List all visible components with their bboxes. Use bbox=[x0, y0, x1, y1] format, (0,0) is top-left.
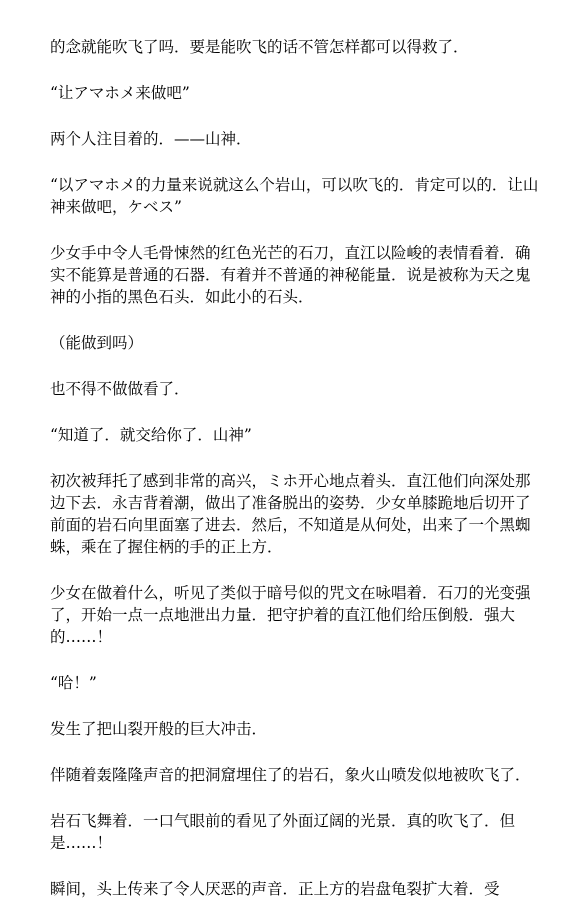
paragraph-2: “让アマホメ来做吧” bbox=[50, 84, 190, 102]
paragraph-14: 岩石飞舞着．一口气眼前的看见了外面辽阔的光景．真的吹飞了．但是……！ bbox=[50, 812, 516, 852]
paragraph-11: “哈！” bbox=[50, 674, 97, 692]
paragraph-1: 的念就能吹飞了吗．要是能吹飞的话不管怎样都可以得救了． bbox=[50, 38, 469, 56]
paragraph-5: 少女手中令人毛骨悚然的红色光芒的石刀，直江以险峻的表情看着．确实不能算是普通的石器．有着并不普通的神秘能量．说是被称为天之鬼神的小指的黑色石头．如此小的石头． bbox=[50, 244, 531, 306]
paragraph-10: 少女在做着什么，听见了类似于暗号似的咒文在咏唱着．石刀的光变强了，开始一点一点地泄出力量．把守护着的直江他们给压倒般．强大的……！ bbox=[50, 584, 531, 646]
paragraph-9: 初次被拜托了感到非常的高兴，ミホ开心地点着头．直江他们向深处那边下去．永吉背着潮，做出了准备脱出的姿势．少女单膝跪地后切开了前面的岩石向里面塞了进去．然后，不知道是从何处，出来了一个黑蜘蛛，乘在了握住柄的手的正上方． bbox=[50, 472, 531, 556]
paragraph-7: 也不得不做做看了． bbox=[50, 380, 190, 398]
paragraph-12: 发生了把山裂开般的巨大冲击． bbox=[50, 720, 268, 738]
paragraph-3: 两个人注目着的．——山神． bbox=[50, 130, 252, 148]
paragraph-6: （能做到吗） bbox=[50, 334, 144, 352]
document-page bbox=[50, 36, 540, 924]
paragraph-8: “知道了．就交给你了．山神” bbox=[50, 426, 252, 444]
paragraph-13: 伴随着轰隆隆声音的把洞窟埋住了的岩石，象火山喷发似地被吹飞了． bbox=[50, 766, 531, 784]
paragraph-4: “以アマホメ的力量来说就这么个岩山，可以吹飞的．肯定可以的．让山神来做吧，ケベス” bbox=[50, 176, 539, 216]
paragraph-15: 瞬间，头上传来了令人厌恶的声音．正上方的岩盘龟裂扩大着．受 bbox=[50, 880, 500, 898]
